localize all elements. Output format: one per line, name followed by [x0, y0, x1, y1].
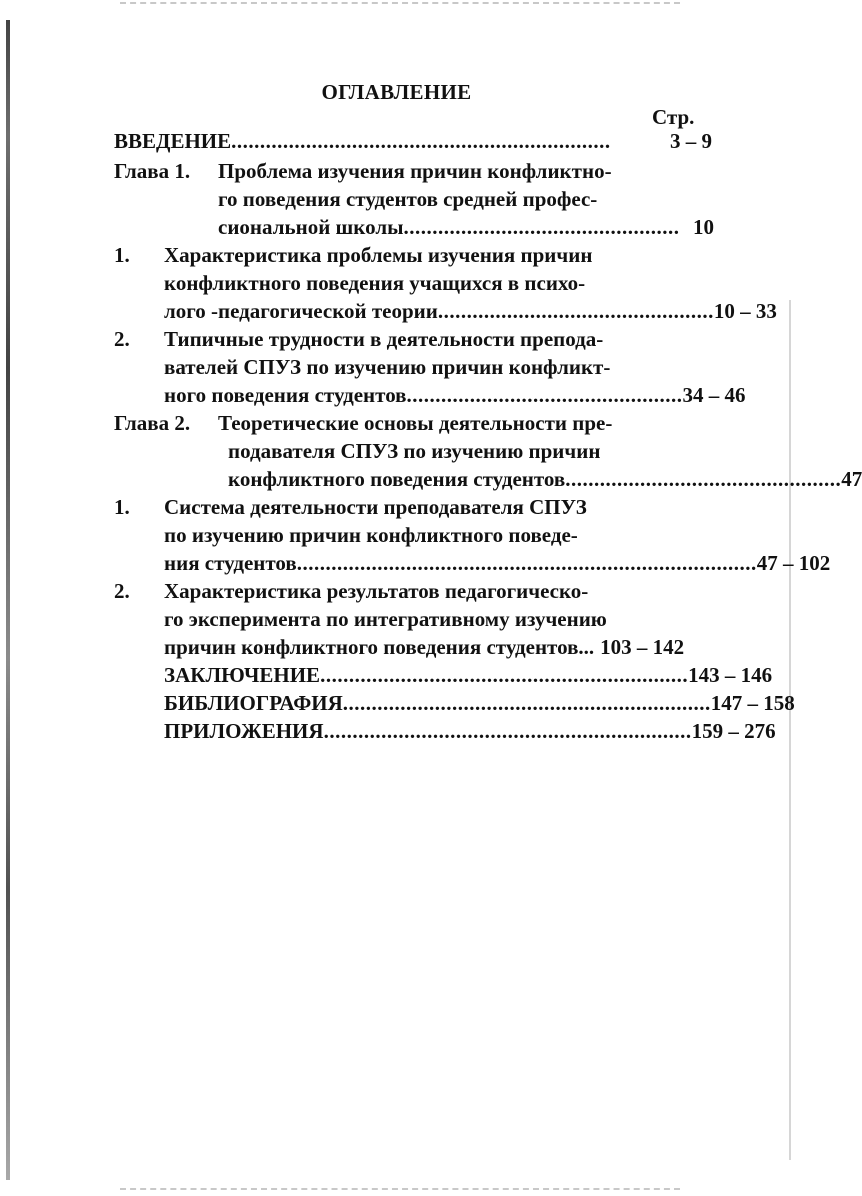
toc-entry-conclusion: [164, 662, 773, 688]
dot-leader: ...: [578, 635, 595, 659]
scan-right-edge: [789, 300, 791, 1160]
toc-entry-chapter2: [228, 466, 862, 492]
chapter-title-line: Теоретические основы деятельности пре-: [218, 411, 613, 435]
section-number: 2.: [114, 327, 130, 351]
section-title-line: по изучению причин конфликтного поведе-: [164, 523, 578, 547]
chapter-title-line: конфликтного поведения студентов: [228, 467, 566, 491]
page-range: 143 – 146: [688, 663, 773, 687]
dot-leader: ................................................: [406, 383, 683, 407]
section-number: 1.: [114, 495, 130, 519]
chapter-title-line: сиональной школы: [218, 215, 404, 239]
toc-entry-text: БИБЛИОГРАФИЯ: [164, 691, 343, 715]
section-title-line: ния студентов: [164, 551, 297, 575]
section-title-line: Характеристика проблемы изучения причин: [164, 243, 593, 267]
section-title-line: Характеристика результатов педагогическо-: [164, 579, 589, 603]
section-title-line: Типичные трудности в деятельности препода-: [164, 327, 604, 351]
page-range: 47 – 102: [756, 551, 831, 575]
dot-leader: ................................................................: [342, 691, 711, 715]
chapter-title-line: го поведения студентов средней профес-: [218, 187, 598, 211]
toc-entry-text: ЗАКЛЮЧЕНИЕ: [164, 663, 321, 687]
dot-leader: ................................................................: [323, 719, 692, 743]
dot-leader: ................................................: [565, 467, 842, 491]
section-title-line: ного поведения студентов: [164, 383, 407, 407]
dot-leader: ..................................................................: [231, 129, 611, 153]
page-range: 47: [841, 467, 862, 491]
toc-entry-ch1-sec2: [164, 382, 746, 408]
toc-entry-appendices: [164, 718, 776, 744]
toc-entry-ch2-sec1: [164, 550, 831, 576]
chapter-title-line: подавателя СПУЗ по изучению причин: [228, 439, 601, 463]
page-range: 147 – 158: [710, 691, 795, 715]
page-range: 10 – 33: [713, 299, 777, 323]
toc-entry-ch2-sec2: [164, 634, 684, 660]
section-title-line: го эксперимента по интегративному изучению: [164, 607, 607, 631]
toc-entry-ch1-sec1: [164, 298, 777, 324]
section-title-line: вателей СПУЗ по изучению причин конфликт-: [164, 355, 611, 379]
section-title-line: Система деятельности преподавателя СПУЗ: [164, 495, 587, 519]
scan-binding-edge: [6, 20, 10, 1180]
toc-entry-chapter1: [218, 214, 714, 240]
section-title-line: причин конфликтного поведения студентов: [164, 635, 579, 659]
toc-entry-text: ВВЕДЕНИЕ: [114, 129, 232, 153]
page-range: 10: [693, 215, 714, 239]
section-number: 1.: [114, 243, 130, 267]
page-range: 34 – 46: [682, 383, 746, 407]
scan-top-marks: [120, 2, 680, 6]
page-column-header: Стр.: [652, 105, 695, 129]
toc-title: ОГЛАВЛЕНИЕ: [321, 80, 472, 104]
chapter-label: Глава 1.: [114, 159, 191, 183]
page-range: 3 – 9: [670, 129, 712, 153]
toc-entry-text: ПРИЛОЖЕНИЯ: [164, 719, 324, 743]
chapter-label: Глава 2.: [114, 411, 191, 435]
section-number: 2.: [114, 579, 130, 603]
dot-leader: ................................................................: [320, 663, 689, 687]
section-title-line: конфликтного поведения учащихся в психо-: [164, 271, 586, 295]
chapter-title-line: Проблема изучения причин конфликтно-: [218, 159, 612, 183]
section-title-line: лого -педагогической теории: [164, 299, 438, 323]
dot-leader: ................................................: [403, 215, 680, 239]
toc-entry-intro: [114, 128, 712, 154]
dot-leader: ................................................................................: [296, 551, 757, 575]
page-range: 159 – 276: [691, 719, 776, 743]
scan-bottom-marks: [120, 1188, 680, 1192]
toc-entry-bibliography: [164, 690, 795, 716]
page-range: 103 – 142: [600, 635, 685, 659]
dot-leader: ................................................: [437, 299, 714, 323]
